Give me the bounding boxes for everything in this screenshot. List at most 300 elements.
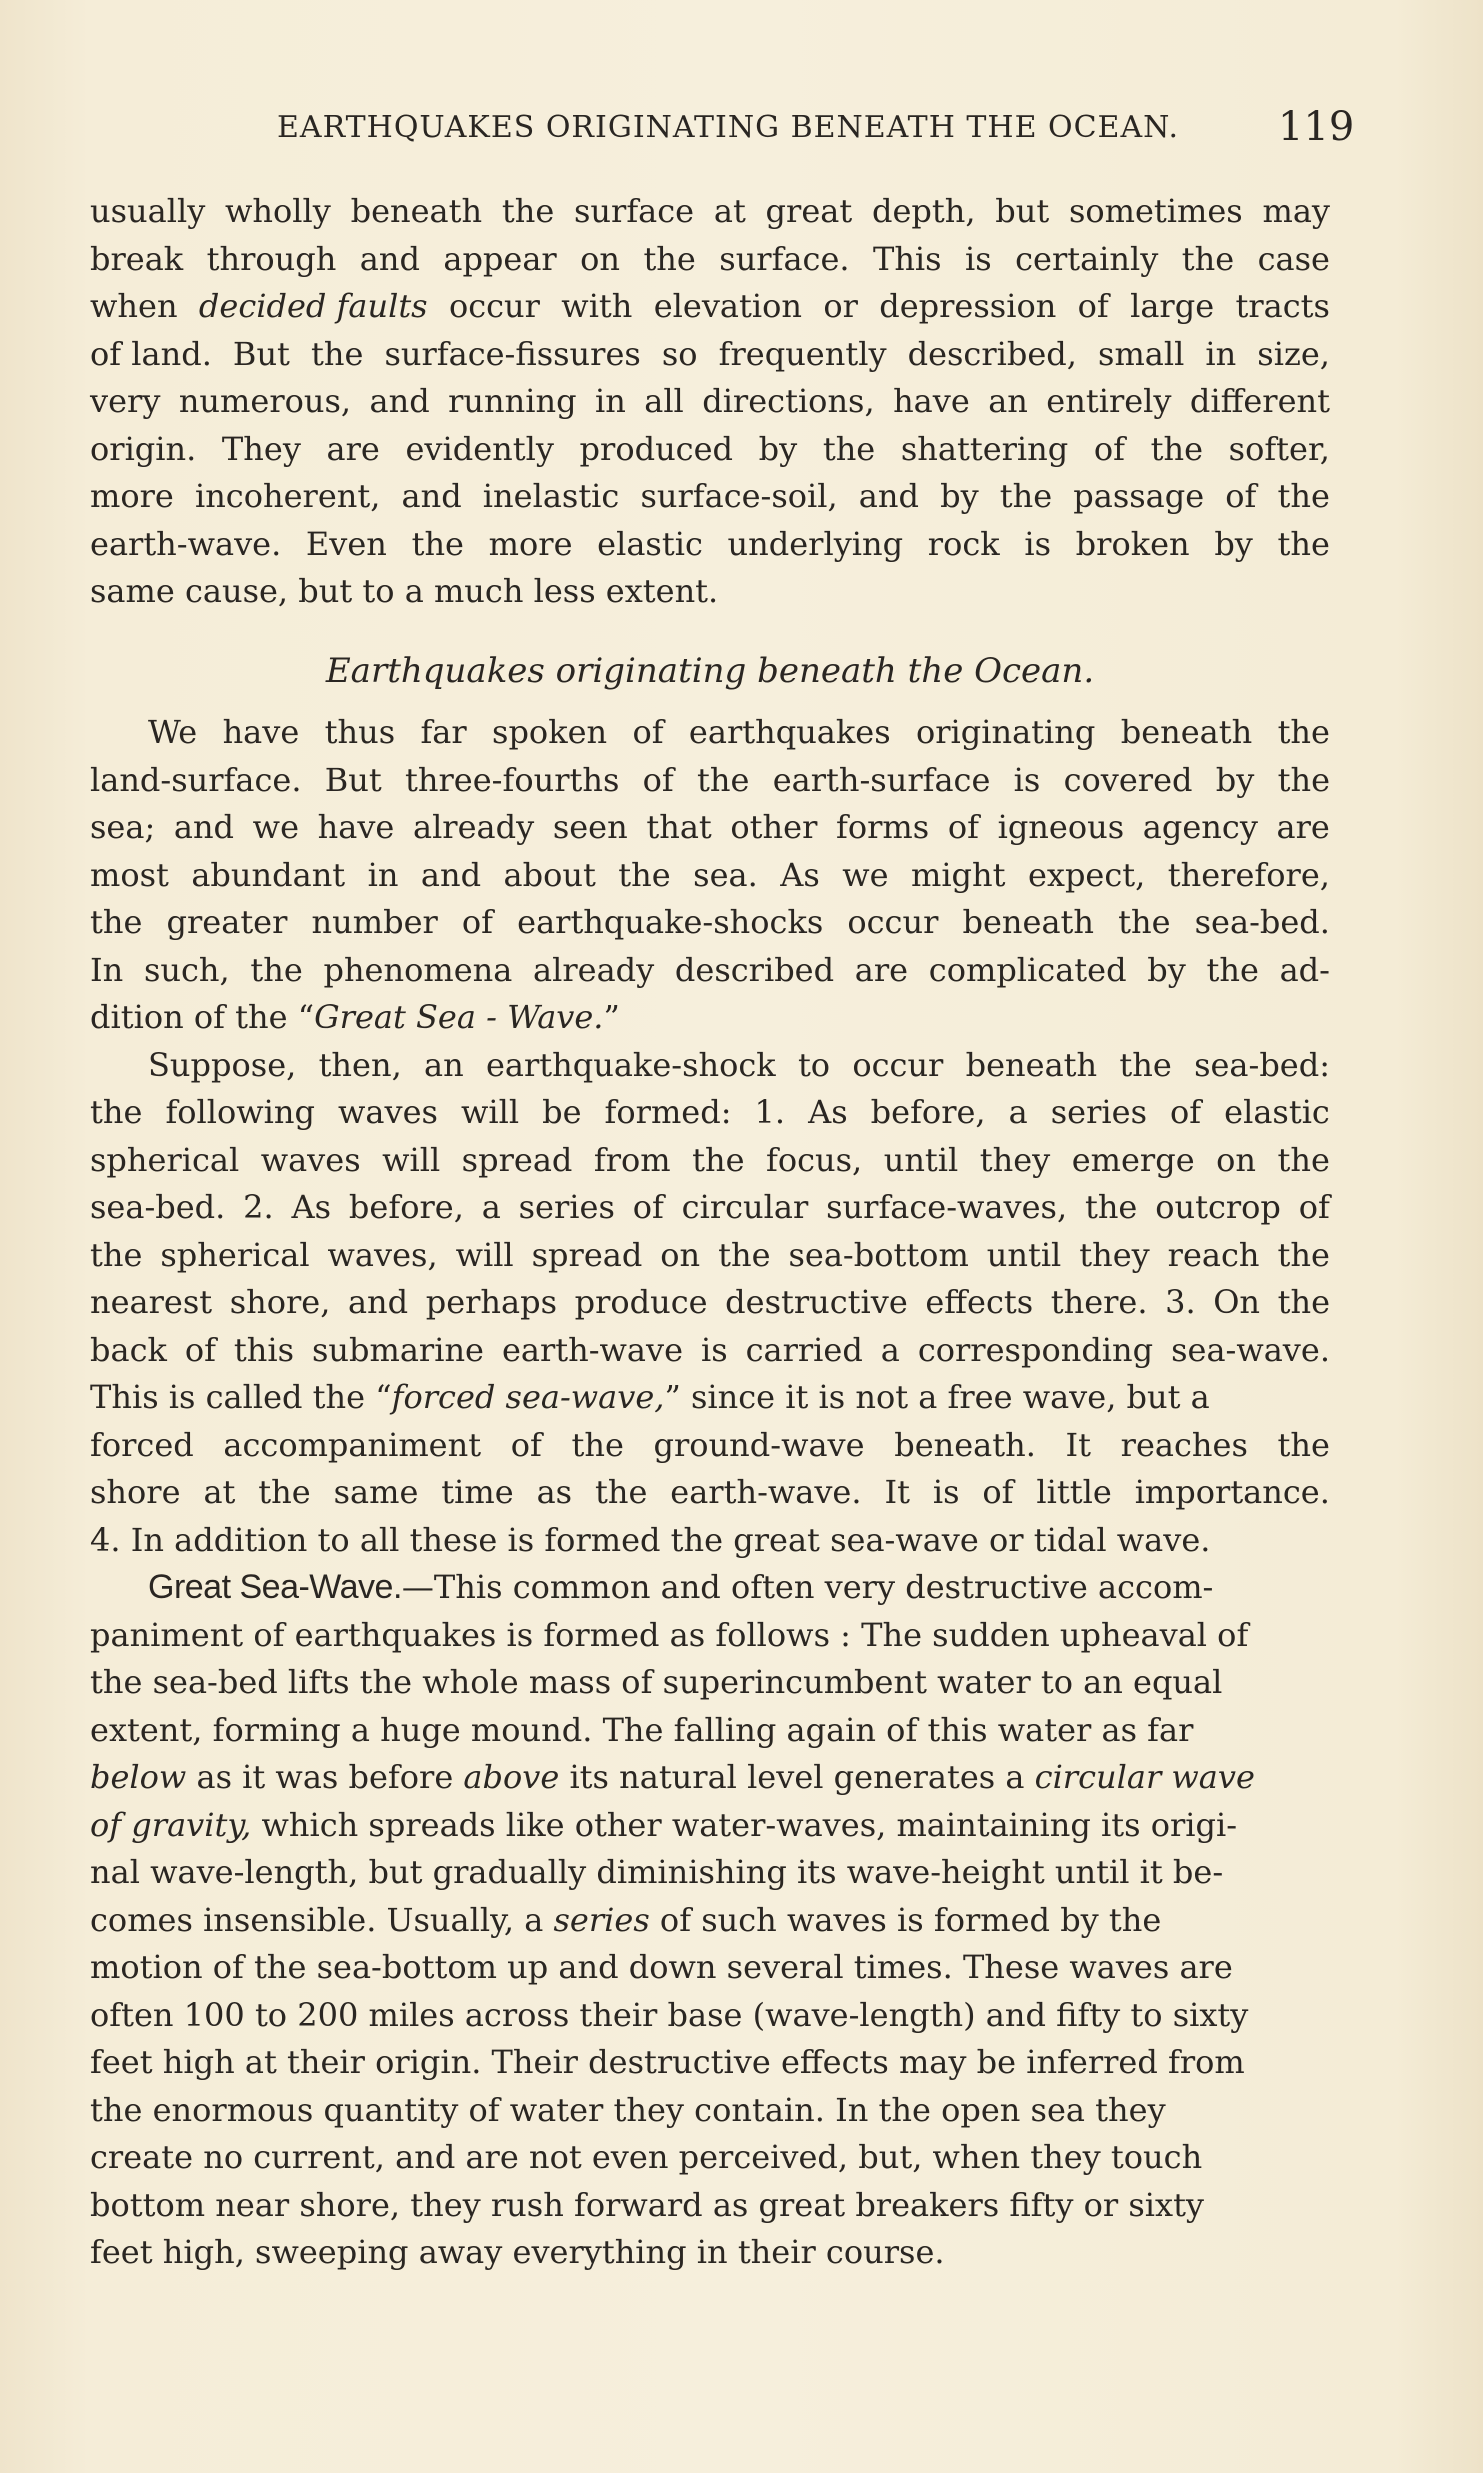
word: the [718, 1235, 771, 1274]
text-line [90, 1184, 1330, 1232]
word: described, [907, 334, 1077, 373]
word: passage [1073, 477, 1205, 515]
word: In [90, 950, 124, 989]
text-line [90, 283, 1330, 331]
word: beneath [965, 1045, 1098, 1084]
word: accompaniment [223, 1425, 482, 1464]
word: nearest [90, 1283, 213, 1321]
text-line [90, 899, 1330, 947]
word: occur [448, 287, 540, 325]
word: originating [915, 713, 1096, 751]
word: the [571, 1425, 624, 1464]
word: small [1098, 334, 1185, 373]
paragraph-3 [90, 1564, 1330, 2277]
text-line [90, 1517, 1330, 1565]
word: then, [318, 1045, 402, 1084]
word: beneath [350, 192, 483, 230]
word: waves, [327, 1235, 438, 1274]
text-line [90, 709, 1330, 757]
word: greater [166, 903, 288, 941]
word: might [910, 855, 1006, 894]
word: they [1079, 1235, 1150, 1274]
word: by [1147, 950, 1186, 989]
word: but [995, 192, 1050, 230]
word: decided faults [198, 287, 428, 325]
word: as [536, 1473, 573, 1511]
word: the [1119, 1045, 1172, 1084]
text-line: feet high, sweeping away everything in their course. [90, 2233, 945, 2271]
word: and [347, 1283, 409, 1321]
word: incoherent, [194, 477, 381, 515]
word: surface-waves, [826, 1188, 1068, 1226]
word: an [424, 1045, 464, 1084]
word: on [580, 239, 621, 278]
word: elastic [1224, 1093, 1330, 1131]
word: underlying [727, 524, 904, 563]
word: of [1077, 287, 1109, 325]
word: of [1225, 477, 1257, 515]
word: a [880, 1330, 900, 1369]
word: far [420, 713, 467, 751]
word: from [593, 1140, 671, 1179]
word: shattering [900, 429, 1069, 468]
word: earth-wave. [670, 1473, 862, 1511]
word: elevation [653, 287, 802, 325]
text-line: motion of the sea-bottom up and down several times. These waves are [90, 1948, 1233, 1986]
text-line [90, 568, 1330, 616]
word: the [1118, 903, 1171, 941]
word: corresponding [917, 1330, 1154, 1369]
italic-phrase: below [90, 1758, 187, 1796]
word: that [646, 808, 712, 846]
word: will [455, 1235, 514, 1274]
word: We [148, 713, 198, 751]
text-line [90, 1422, 1330, 1470]
word: the [692, 1140, 745, 1179]
word: same [333, 1473, 419, 1511]
text-line [90, 236, 1330, 284]
word: described [674, 950, 835, 989]
word: focus, [765, 1140, 863, 1179]
word: and [858, 477, 919, 515]
word: ad- [1279, 950, 1330, 989]
text-line [90, 473, 1330, 521]
word: igneous [997, 808, 1125, 846]
text-run: dition of the “Great Sea - Wave.” [90, 998, 620, 1036]
word: reach [1167, 1235, 1260, 1274]
word: spherical [90, 1140, 240, 1179]
word: we [252, 808, 299, 846]
word: ground-wave [653, 1425, 865, 1464]
word: through [206, 239, 337, 278]
paragraph-2-tail [90, 1422, 1330, 1517]
word: the [1277, 1425, 1330, 1464]
word: the [697, 760, 750, 799]
word: occur [847, 903, 939, 941]
word: have [222, 713, 300, 751]
word: are [326, 429, 380, 468]
word: complicated [928, 950, 1127, 989]
word: the [501, 192, 555, 230]
text-line [90, 804, 1330, 852]
word: surface. [719, 239, 850, 278]
word: there. [1050, 1283, 1148, 1321]
word: more [90, 477, 174, 515]
word: be [542, 1093, 582, 1131]
word: tracts [1235, 287, 1330, 325]
word: following [165, 1093, 315, 1131]
word: is [965, 239, 992, 278]
word: will [460, 1093, 520, 1131]
word: are [1276, 808, 1330, 846]
word: have [317, 808, 395, 846]
word: little [1036, 1473, 1112, 1511]
word: phenomena [323, 950, 513, 989]
text-line [90, 1089, 1330, 1137]
word: of [632, 713, 664, 751]
word: the [250, 950, 303, 989]
word: size, [1257, 334, 1330, 373]
page-number: 119 [1278, 104, 1355, 150]
word: or [823, 287, 858, 325]
word: most [90, 855, 169, 894]
word: when [90, 287, 178, 325]
word: three-fourths [405, 760, 620, 799]
word: with [561, 287, 633, 325]
word: of [642, 760, 674, 799]
word: 3. [1165, 1283, 1196, 1321]
word: will [382, 1140, 441, 1179]
word: beneath. [894, 1425, 1036, 1464]
word: before, [870, 1093, 986, 1131]
word: carried [745, 1330, 863, 1369]
word: emerge [1071, 1140, 1195, 1179]
running-head: EARTHQUAKES ORIGINATING BENEATH THE OCEAN. [277, 110, 1179, 145]
word: certainly [1015, 239, 1159, 278]
word: the [618, 855, 671, 894]
text-line [90, 1232, 1330, 1280]
italic-phrase: above [463, 1758, 560, 1796]
word: in [1205, 334, 1237, 373]
word: waves [260, 1140, 361, 1179]
word: and [359, 239, 420, 278]
word: so [661, 334, 698, 373]
word: depression [879, 287, 1057, 325]
word: series [1050, 1093, 1147, 1131]
word: the [1277, 477, 1330, 515]
word: the [1206, 950, 1259, 989]
word: sea-bed: [1194, 1045, 1330, 1084]
word: evidently [405, 429, 554, 468]
text-line: nal wave-length, but gradually diminishing its wave-height until it be- [90, 1853, 1224, 1891]
word: earth-surface [772, 760, 991, 799]
word: such, [143, 950, 230, 989]
word: the [594, 1473, 648, 1511]
section-heading: Earthquakes originating beneath the Ocean. [325, 650, 1095, 691]
text-line: the sea-bed lifts the whole mass of superincumbent water to an equal [90, 1663, 1223, 1701]
word: forms [836, 808, 930, 846]
word: the [822, 429, 876, 468]
word: submarine [311, 1330, 484, 1369]
text-line: often 100 to 200 miles across their base (wave-length) and fifty to sixty [90, 1995, 1249, 2034]
text-line: paniment of earthquakes is formed as follows : The sudden upheaval of [90, 1615, 1249, 1654]
word: surface-fissures [384, 334, 641, 373]
word: the [1181, 239, 1235, 278]
text-line [90, 1137, 1330, 1185]
word: and [420, 855, 482, 894]
word: usually [90, 192, 206, 230]
word: This [872, 239, 942, 278]
word: therefore, [1167, 855, 1330, 894]
word: and [401, 477, 462, 515]
word: As [291, 1188, 332, 1226]
italic-phrase: circular wave [1034, 1758, 1255, 1796]
word: the [310, 334, 364, 373]
word: the [1150, 429, 1204, 468]
word: destructive [725, 1283, 908, 1321]
word: beneath [1120, 713, 1253, 751]
word: Even [305, 524, 387, 563]
word: expect, [1027, 855, 1146, 894]
word: directions, [702, 382, 875, 420]
word: spread [531, 1235, 643, 1274]
word: 2. [243, 1188, 274, 1226]
paragraph-1 [90, 709, 1330, 994]
word: we [842, 855, 889, 894]
word: by [1214, 524, 1253, 563]
word: are [854, 950, 909, 989]
text-line: extent, forming a huge mound. The falling again of this water as far [90, 1710, 1194, 1749]
word: of [1093, 429, 1125, 468]
word: But [232, 334, 290, 373]
word: until [986, 1235, 1062, 1274]
word: agency [1142, 808, 1258, 846]
word: and [173, 808, 235, 846]
word: It [1065, 1425, 1092, 1464]
word: time [441, 1473, 514, 1511]
word: break [90, 239, 184, 278]
text-run: Great Sea-Wave.—This common and often very destructive accom- [148, 1568, 1214, 1606]
word: in [594, 382, 626, 420]
word: Suppose, [148, 1045, 297, 1084]
word: an [988, 382, 1028, 420]
word: broken [1075, 524, 1190, 563]
word: surface [574, 192, 695, 230]
text-run: This is called the “forced sea-wave,” since it is not a free wave, but a [90, 1378, 1210, 1416]
word: to [797, 1045, 831, 1084]
word: perhaps [425, 1283, 558, 1321]
word: entirely [1046, 382, 1172, 420]
word: of [947, 808, 979, 846]
great-sea-wave-heading: Great Sea-Wave. [148, 1568, 402, 1606]
word: spherical [160, 1235, 310, 1274]
text-line [90, 994, 1330, 1042]
word: As [808, 1093, 848, 1131]
word: on [660, 1235, 701, 1274]
text-line [90, 1564, 1330, 1612]
word: formed: [604, 1093, 732, 1131]
word: have [893, 382, 970, 420]
word: is [932, 1473, 960, 1511]
word: at [713, 192, 746, 230]
word: of [510, 1425, 542, 1464]
word: waves [338, 1093, 438, 1131]
word: by [1215, 760, 1255, 799]
word: they [979, 1140, 1051, 1179]
word: a [481, 1188, 501, 1226]
word: appear [443, 239, 557, 278]
italic-phrase: series [553, 1900, 650, 1939]
word: spoken [492, 713, 608, 751]
text-line: create no current, and are not even perceived, but, when they touch [90, 2138, 1203, 2176]
word: is [1024, 524, 1051, 563]
word: other [730, 808, 818, 846]
word: the [411, 524, 464, 563]
word: It [884, 1473, 910, 1511]
word: on [1216, 1140, 1256, 1179]
word: the [90, 903, 143, 941]
word: running [448, 382, 577, 420]
word: all [644, 382, 684, 420]
word: sea-wave. [1171, 1330, 1330, 1369]
word: softer, [1228, 429, 1330, 468]
word: sea-bottom [788, 1235, 969, 1274]
word: origin. [90, 429, 197, 468]
word: very [90, 382, 161, 420]
text-line [90, 852, 1330, 900]
word: the [1084, 1188, 1138, 1226]
word: forced [90, 1425, 194, 1464]
word: the [999, 477, 1053, 515]
word: sea; [90, 808, 156, 846]
word: this [233, 1330, 295, 1369]
word: same cause, but to a much less extent. [90, 572, 719, 610]
word: case [1257, 239, 1330, 278]
word: On [1213, 1283, 1261, 1321]
word: back [90, 1330, 167, 1369]
word: depth, [871, 192, 976, 230]
word: by [940, 477, 979, 515]
word: of [1170, 1093, 1202, 1131]
word: is [700, 1330, 728, 1369]
text-line [90, 1327, 1330, 1375]
word: of [1298, 1188, 1330, 1226]
word: of [461, 903, 494, 941]
italic-phrase: of gravity, [90, 1805, 252, 1844]
word: the [1277, 1235, 1330, 1274]
word: covered [1063, 760, 1193, 799]
word: the [1277, 524, 1330, 563]
word: number [311, 903, 438, 941]
text-line [90, 947, 1330, 995]
word: circular [681, 1188, 809, 1226]
word: As [780, 855, 820, 894]
word: land-surface. [90, 760, 302, 799]
word: the [1277, 1140, 1330, 1179]
page-header [0, 104, 1483, 154]
word: is [1013, 760, 1041, 799]
word: shore, [229, 1283, 331, 1321]
text-line [90, 426, 1330, 474]
text-line [90, 521, 1330, 569]
italic-phrase: Great Sea - Wave. [314, 998, 604, 1036]
word: earthquake-shock [485, 1045, 776, 1084]
word: occur [852, 1045, 944, 1084]
word: different [1189, 382, 1330, 420]
text-line [90, 757, 1330, 805]
word: already [412, 808, 535, 846]
word: sea. [693, 855, 758, 894]
word: shore [90, 1473, 181, 1511]
word: abundant [191, 855, 346, 894]
text-line [90, 188, 1330, 236]
italic-phrase: forced sea-wave, [391, 1378, 665, 1416]
text-line [90, 1042, 1330, 1090]
word: sea-bed. [90, 1188, 226, 1226]
word: elastic [597, 524, 703, 563]
text-line: bottom near shore, they rush forward as great breakers fifty or sixty [90, 2185, 1204, 2224]
word: the [1277, 1283, 1330, 1321]
word: the [1277, 713, 1330, 751]
word: the [90, 1235, 143, 1274]
word: earth-wave. [90, 524, 282, 563]
word: frequently [718, 334, 887, 373]
word: the [1277, 760, 1330, 799]
text-line [90, 1469, 1330, 1517]
word: already [533, 950, 655, 989]
text-line: below as it was before above its natural level generates a circular wave [90, 1758, 1255, 1796]
word: 1. [754, 1093, 786, 1131]
word: of [184, 1330, 216, 1369]
word: the [643, 239, 696, 278]
word: wholly [225, 192, 331, 230]
text-run: 4. In addition to all these is formed the great sea-wave or tidal wave. [90, 1520, 1211, 1559]
word: about [503, 855, 596, 894]
word: of [982, 1473, 1014, 1511]
word: large [1130, 287, 1215, 325]
word: inelastic [482, 477, 620, 515]
word: of [632, 1188, 664, 1226]
word: of land. [90, 334, 212, 373]
word: a [1008, 1093, 1028, 1131]
word: beneath [962, 903, 1094, 941]
word: in [367, 855, 399, 894]
word: They [221, 429, 301, 468]
word: may [1262, 192, 1330, 230]
text-line: feet high at their origin. Their destructive effects may be inferred from [90, 2043, 1245, 2081]
word: surface-soil, [640, 477, 838, 515]
text-line: the enormous quantity of water they contain. In the open sea they [90, 2090, 1166, 2129]
word: sea-bed. [1194, 903, 1330, 941]
word: earthquake-shocks [517, 903, 824, 941]
word: But [324, 760, 382, 799]
text-line: comes insensible. Usually, a series of such waves is formed by the [90, 1900, 1162, 1939]
word: numerous, [178, 382, 352, 420]
word: sometimes [1068, 192, 1243, 230]
text-line [90, 1374, 1330, 1422]
text-line: of gravity, which spreads like other water-waves, maintaining its origi- [90, 1805, 1238, 1844]
word: more [488, 524, 573, 563]
word: rock [927, 524, 1000, 563]
word: seen [552, 808, 628, 846]
word: importance. [1134, 1473, 1330, 1511]
word: spread [461, 1140, 573, 1179]
word: until [883, 1140, 959, 1179]
text-line [90, 378, 1330, 426]
word: thus [324, 713, 396, 751]
word: produced [579, 429, 734, 468]
word: at [203, 1473, 236, 1511]
